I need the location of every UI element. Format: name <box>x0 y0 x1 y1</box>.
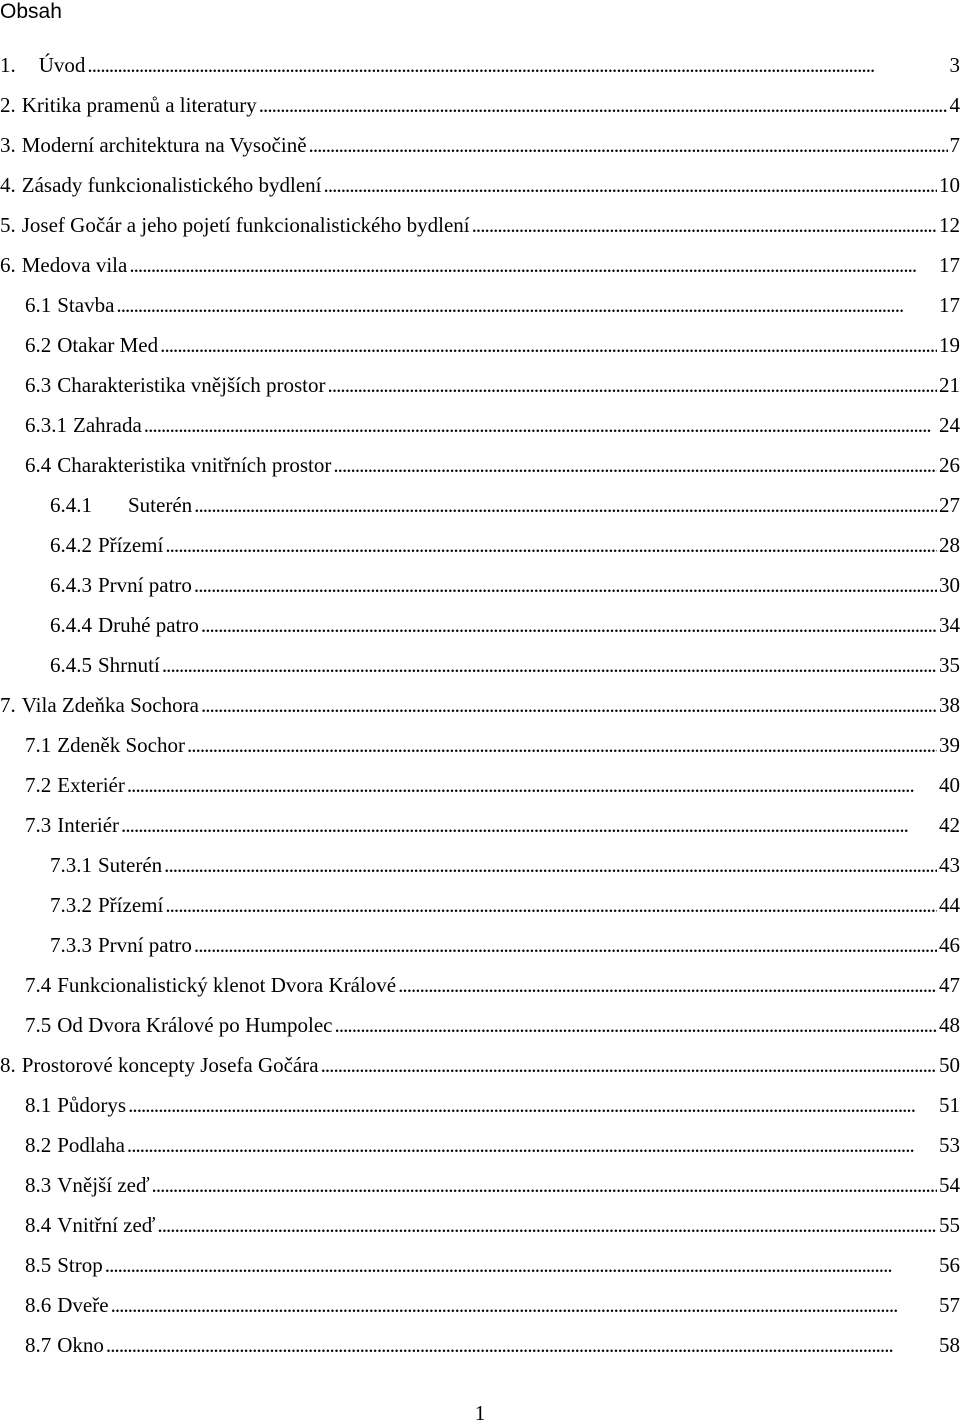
toc-leader-dots <box>201 693 937 718</box>
toc-leader-dots <box>128 1093 937 1118</box>
toc-leader-dots <box>194 573 937 598</box>
toc-entry-page: 48 <box>939 1013 960 1038</box>
toc-leader-dots <box>321 1053 937 1078</box>
toc-leader-dots <box>127 1133 937 1158</box>
toc-entry[interactable] <box>0 765 960 805</box>
toc-entry-number: 7.5 <box>25 1013 51 1038</box>
toc-entry-number: 1. <box>0 53 16 78</box>
toc-entry-number: 7.2 <box>25 773 51 798</box>
toc-entry-page: 58 <box>939 1333 960 1358</box>
toc-entry-number: 6. <box>0 253 16 278</box>
toc-entry-title: Přízemí <box>98 893 163 918</box>
toc-leader-dots <box>201 613 937 638</box>
toc-entry-page: 56 <box>939 1253 960 1278</box>
toc-entry-title: Strop <box>57 1253 103 1278</box>
toc-entry[interactable] <box>0 725 960 765</box>
toc-entry-page: 40 <box>939 773 960 798</box>
toc-entry-title: Od Dvora Králové po Humpolec <box>57 1013 332 1038</box>
toc-entry-number: 6.1 <box>25 293 51 318</box>
toc-entry-page: 50 <box>939 1053 960 1078</box>
toc-leader-dots <box>111 1293 937 1318</box>
toc-entry-number: 5. <box>0 213 16 238</box>
toc-entry-title: První patro <box>98 933 192 958</box>
toc-entry-title: Zásady funkcionalistického bydlení <box>22 173 322 198</box>
toc-leader-dots <box>324 173 937 198</box>
toc-entry-page: 30 <box>939 573 960 598</box>
toc-entry-title: Suterén <box>98 853 162 878</box>
toc-entry[interactable] <box>0 1285 960 1325</box>
toc-leader-dots <box>127 773 937 798</box>
toc-entry-page: 51 <box>939 1093 960 1118</box>
toc-entry-page: 39 <box>939 733 960 758</box>
toc-entry-page: 35 <box>939 653 960 678</box>
toc-entry-page: 46 <box>939 933 960 958</box>
toc-entry-number: 4. <box>0 173 16 198</box>
toc-leader-dots <box>472 213 937 238</box>
toc-entry[interactable] <box>0 125 960 165</box>
toc-entry-title: Půdorys <box>57 1093 126 1118</box>
toc-entry-title: Exteriér <box>57 773 125 798</box>
toc-entry-title: Medova vila <box>22 253 128 278</box>
toc-entry-page: 42 <box>939 813 960 838</box>
toc-entry-page: 47 <box>939 973 960 998</box>
toc-entry[interactable] <box>0 45 960 85</box>
toc-leader-dots <box>157 1213 937 1238</box>
toc-entry-title: Funkcionalistický klenot Dvora Králové <box>57 973 396 998</box>
toc-entry-number: 8.1 <box>25 1093 51 1118</box>
toc-entry[interactable] <box>0 285 960 325</box>
toc-entry-title: Charakteristika vnějších prostor <box>57 373 325 398</box>
toc-heading: Obsah <box>0 0 62 24</box>
toc-leader-dots <box>165 533 937 558</box>
toc-leader-dots <box>121 813 937 838</box>
toc-entry-title: Stavba <box>57 293 114 318</box>
toc-entry-title: Zahrada <box>73 413 142 438</box>
toc-entry[interactable] <box>0 1045 960 1085</box>
toc-entry-number: 7.4 <box>25 973 51 998</box>
toc-entry-number: 8.7 <box>25 1333 51 1358</box>
toc-entry-page: 7 <box>950 133 960 158</box>
toc-entry[interactable] <box>0 565 960 605</box>
toc-entry-number: 6.4.5 <box>50 653 92 678</box>
toc-entry-title: Úvod <box>39 53 86 78</box>
toc-entry-title: Vnitřní zeď <box>57 1213 155 1238</box>
toc-entry-number: 2. <box>0 93 16 118</box>
toc-leader-dots <box>333 453 937 478</box>
toc-entry-number: 3. <box>0 133 16 158</box>
toc-leader-dots <box>187 733 937 758</box>
toc-entry-title: Moderní architektura na Vysočině <box>22 133 307 158</box>
toc-leader-dots <box>398 973 937 998</box>
toc-entry-number: 6.4 <box>25 453 51 478</box>
toc-entry-number: 8.2 <box>25 1133 51 1158</box>
toc-entry-title: Dveře <box>57 1293 108 1318</box>
toc-entry-page: 34 <box>939 613 960 638</box>
toc-leader-dots <box>309 133 948 158</box>
toc-entry[interactable] <box>0 1125 960 1165</box>
toc-entry[interactable] <box>0 525 960 565</box>
toc-entry-title: Shrnutí <box>98 653 160 678</box>
toc-entry-page: 27 <box>939 493 960 518</box>
toc-entry-number: 7.3.3 <box>50 933 92 958</box>
toc-entry-title: Kritika pramenů a literatury <box>22 93 257 118</box>
toc-leader-dots <box>162 653 937 678</box>
toc-entry-title: Interiér <box>57 813 119 838</box>
toc-entry-page: 54 <box>939 1173 960 1198</box>
toc-entry-title: Charakteristika vnitřních prostor <box>57 453 331 478</box>
toc-entry-number: 6.4.2 <box>50 533 92 558</box>
toc-entry[interactable] <box>0 925 960 965</box>
toc-entry-number: 7. <box>0 693 16 718</box>
toc-leader-dots <box>194 933 937 958</box>
toc-leader-dots <box>152 1173 937 1198</box>
toc-entry-page: 17 <box>939 253 960 278</box>
toc-entry[interactable] <box>0 965 960 1005</box>
toc-entry[interactable] <box>0 405 960 445</box>
toc-entry-page: 44 <box>939 893 960 918</box>
toc-entry-page: 28 <box>939 533 960 558</box>
toc-entry[interactable] <box>0 1205 960 1245</box>
page-number: 1 <box>0 1401 960 1425</box>
toc-entry-number: 8.3 <box>25 1173 51 1198</box>
toc-entry-number: 6.3.1 <box>25 413 67 438</box>
toc-leader-dots <box>116 293 937 318</box>
toc-entry-page: 43 <box>939 853 960 878</box>
toc-entry-page: 12 <box>939 213 960 238</box>
toc-entry-number: 7.3 <box>25 813 51 838</box>
toc-entry-number: 7.1 <box>25 733 51 758</box>
toc-entry[interactable] <box>0 1245 960 1285</box>
toc-entry[interactable] <box>0 645 960 685</box>
toc-entry-title: Suterén <box>128 493 192 518</box>
toc-entry-page: 10 <box>939 173 960 198</box>
toc-entry[interactable] <box>0 605 960 645</box>
toc-leader-dots <box>164 853 937 878</box>
toc-entry-title: Přízemí <box>98 533 163 558</box>
toc-entry-page: 21 <box>939 373 960 398</box>
toc-entry-page: 38 <box>939 693 960 718</box>
toc-entry-page: 24 <box>939 413 960 438</box>
toc-leader-dots <box>160 333 937 358</box>
toc-entry-page: 17 <box>939 293 960 318</box>
toc-entry[interactable] <box>0 1005 960 1045</box>
toc-leader-dots <box>259 93 948 118</box>
toc-leader-dots <box>165 893 937 918</box>
toc-entry[interactable] <box>0 205 960 245</box>
toc-entry-number: 6.2 <box>25 333 51 358</box>
toc-entry-number: 6.4.4 <box>50 613 92 638</box>
toc-entry-page: 53 <box>939 1133 960 1158</box>
toc-entry[interactable] <box>0 325 960 365</box>
toc-entry-page: 3 <box>950 53 960 78</box>
toc-entry[interactable] <box>0 885 960 925</box>
toc-entry[interactable] <box>0 805 960 845</box>
toc-entry-page: 55 <box>939 1213 960 1238</box>
toc-leader-dots <box>328 373 937 398</box>
toc-leader-dots <box>194 493 937 518</box>
toc-entry-number: 6.3 <box>25 373 51 398</box>
toc-entry-number: 8.4 <box>25 1213 51 1238</box>
toc-entry-number: 6.4.3 <box>50 573 92 598</box>
toc-leader-dots <box>144 413 937 438</box>
toc-entry-title: Vila Zdeňka Sochora <box>22 693 199 718</box>
toc-leader-dots <box>335 1013 937 1038</box>
toc-leader-dots <box>87 53 947 78</box>
toc-entry-number: 7.3.1 <box>50 853 92 878</box>
toc-entry-number: 8.6 <box>25 1293 51 1318</box>
toc-entry-title: Druhé patro <box>98 613 199 638</box>
toc-entry-title: Prostorové koncepty Josefa Gočára <box>22 1053 319 1078</box>
toc-entry-title: Okno <box>57 1333 104 1358</box>
toc-entry-page: 57 <box>939 1293 960 1318</box>
toc-entry-title: Podlaha <box>57 1133 125 1158</box>
toc-entry[interactable] <box>0 1325 960 1365</box>
toc-leader-dots <box>129 253 937 278</box>
toc-entry-number: 8. <box>0 1053 16 1078</box>
table-of-contents <box>0 45 960 1365</box>
toc-entry-number: 8.5 <box>25 1253 51 1278</box>
toc-entry-title: První patro <box>98 573 192 598</box>
toc-entry[interactable] <box>0 845 960 885</box>
toc-entry[interactable] <box>0 85 960 125</box>
toc-leader-dots <box>106 1333 937 1358</box>
toc-entry[interactable] <box>0 485 960 525</box>
toc-entry[interactable] <box>0 685 960 725</box>
toc-entry[interactable] <box>0 165 960 205</box>
toc-leader-dots <box>105 1253 937 1278</box>
toc-entry-title: Josef Gočár a jeho pojetí funkcionalistického bydlení <box>22 213 470 238</box>
toc-entry[interactable] <box>0 245 960 285</box>
toc-entry[interactable] <box>0 365 960 405</box>
toc-entry-page: 26 <box>939 453 960 478</box>
toc-entry-title: Otakar Med <box>57 333 158 358</box>
toc-entry-page: 4 <box>950 93 960 118</box>
toc-entry-number: 7.3.2 <box>50 893 92 918</box>
toc-entry-number: 6.4.1 <box>50 493 92 518</box>
toc-entry-page: 19 <box>939 333 960 358</box>
toc-entry-title: Vnější zeď <box>57 1173 149 1198</box>
toc-entry[interactable] <box>0 1165 960 1205</box>
toc-entry[interactable] <box>0 1085 960 1125</box>
toc-entry-title: Zdeněk Sochor <box>57 733 185 758</box>
toc-entry[interactable] <box>0 445 960 485</box>
